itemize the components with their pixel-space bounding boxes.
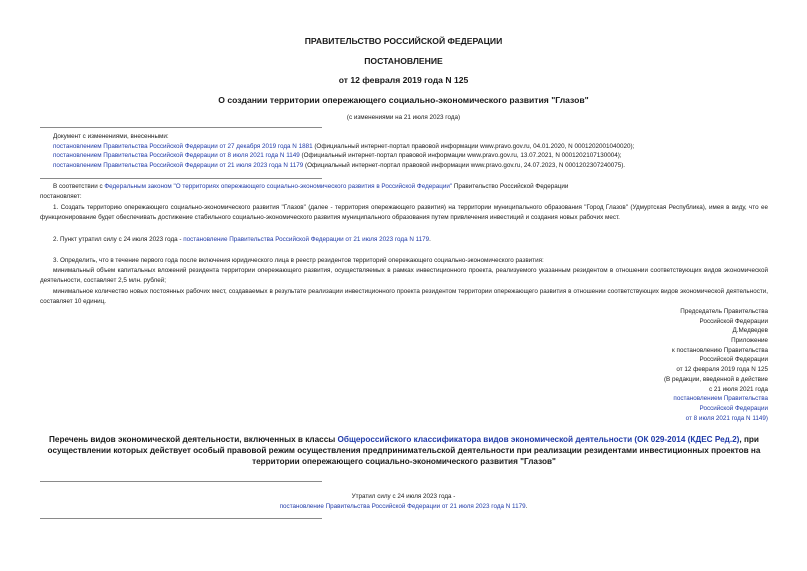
separator-line [40, 518, 322, 519]
list-title [40, 434, 768, 467]
appendix-line: Российской Федерации [699, 356, 768, 364]
paragraph-3: 3. Определить, что в течение первого года после включения юридического лица в реестр резидентов территорий опережающего социально-экономического развития: [53, 257, 544, 264]
separator-line [40, 481, 322, 482]
separator-line [40, 178, 322, 179]
change-link[interactable]: постановлением Правительства Российской Федерации от 21 июля 2023 года N 1179 [53, 161, 304, 169]
document-title: О создании территории опережающего социально-экономического развития "Глазов" [218, 95, 589, 105]
changes-block [53, 132, 773, 170]
paragraph-1: 1. Создать территорию опережающего социально-экономического развития "Глазов" (далее - территория опережающего развития) на территории муниципального образования "Город Глазов" (Удмуртская Республика), имея в виду, что ее функционирование будет обеспечивать достижение стабильного социально-экономического развития муниципального образования путем привлечения инвестиций и создания новых рабочих мест. [40, 204, 768, 221]
document-date-number: от 12 февраля 2019 года N 125 [338, 75, 469, 85]
appendix-line: (В редакции, введенной в действие [663, 375, 768, 383]
document-type: ПОСТАНОВЛЕНИЕ [364, 56, 443, 66]
list-title-text: , при осуществлении которых действует особый правовой режим осуществления предпринимательской деятельности при реализации резидентами инвестиционных проектов на территории опережающего социально-экономического развития "Глазов" [47, 435, 761, 466]
paragraph-2 [40, 235, 768, 245]
appendix-line: к постановлению Правительства [672, 346, 768, 354]
paragraph-2-text: 2. Пункт утратил силу с 24 июля 2023 года - [53, 236, 184, 243]
changes-intro: Документ с изменениями, внесенными: [53, 133, 169, 140]
paragraph-2-end: . [429, 236, 431, 243]
repeal-note [0, 492, 807, 511]
paragraph-3-jobs: минимальное количество новых постоянных рабочих мест, создаваемых в результате реализации инвестиционного проекта резидентом территории опережающего развития в отношении соответствующих видов экономической деятельности, составляет 10 единиц. [40, 288, 768, 305]
repeal-note-end: . [525, 502, 528, 510]
change-link[interactable]: постановлением Правительства Российской Федерации от 27 декабря 2019 года N 1881 [53, 142, 313, 150]
repeal-note-link[interactable]: постановление Правительства Российской Федерации от 21 июля 2023 года N 1179 [279, 502, 526, 510]
signature-block [680, 307, 768, 336]
change-source: (Официальный интернет-портал правовой информации www.pravo.gov.ru, 04.01.2020, N 0001202001040020); [312, 142, 635, 150]
resolve-word: постановляет: [40, 192, 82, 200]
appendix-header [664, 336, 768, 423]
change-item [53, 161, 773, 171]
change-item [53, 142, 773, 152]
appendix-line: от 12 февраля 2019 года N 125 [676, 366, 768, 374]
preamble-text: В соответствии с [53, 183, 105, 190]
repeal-link[interactable]: постановление Правительства Российской Федерации от 21 июля 2023 года N 1179 [183, 236, 430, 243]
change-item [53, 151, 773, 161]
signature-name: Д.Медведев [732, 327, 768, 335]
change-source: (Официальный интернет-портал правовой информации www.pravo.gov.ru, 13.07.2021, N 0001202107130004); [299, 152, 622, 160]
federal-law-link[interactable]: Федеральным законом "О территориях опережающего социально-экономического развития в Российской Федерации" [104, 183, 453, 190]
appendix-link[interactable]: Российской Федерации [699, 404, 768, 412]
change-source: (Официальный интернет-портал правовой информации www.pravo.gov.ru, 24.07.2023, N 0001202307240075). [303, 161, 626, 169]
separator-line [40, 127, 322, 128]
appendix-link[interactable]: от 8 июля 2021 года N 1149) [685, 414, 768, 422]
appendix-line: с 21 июля 2021 года [708, 385, 768, 393]
change-link[interactable]: постановлением Правительства Российской Федерации от 8 июля 2021 года N 1149 [53, 152, 300, 160]
edition-note: (с изменениями на 21 июля 2023 года) [346, 114, 461, 121]
appendix-line: Приложение [731, 337, 768, 344]
paragraph-3-investment: минимальный объем капитальных вложений резидента территории опережающего развития, осуществляемых в рамках инвестиционного проекта, реализуемого указанным резидентом в отношении соответствующих видов экономической деятельности, составляет 2,5 млн. рублей; [40, 267, 768, 284]
signature-position: Председатель Правительства [680, 308, 768, 315]
repeal-note-text: Утратил силу с 24 июля 2023 года - [351, 493, 456, 500]
preamble [40, 182, 768, 201]
list-title-text: Перечень видов экономической деятельности, включенных в классы [49, 435, 338, 444]
preamble-line [40, 182, 768, 192]
okved-link[interactable]: Общероссийского классификатора видов экономической деятельности (ОК 029-2014 (КДЕС Ред.2) [337, 435, 740, 444]
preamble-text: Правительство Российской Федерации [452, 183, 569, 190]
appendix-link[interactable]: постановлением Правительства [673, 395, 768, 403]
government-heading: ПРАВИТЕЛЬСТВО РОССИЙСКОЙ ФЕДЕРАЦИИ [304, 36, 503, 46]
signature-position: Российской Федерации [699, 317, 768, 325]
